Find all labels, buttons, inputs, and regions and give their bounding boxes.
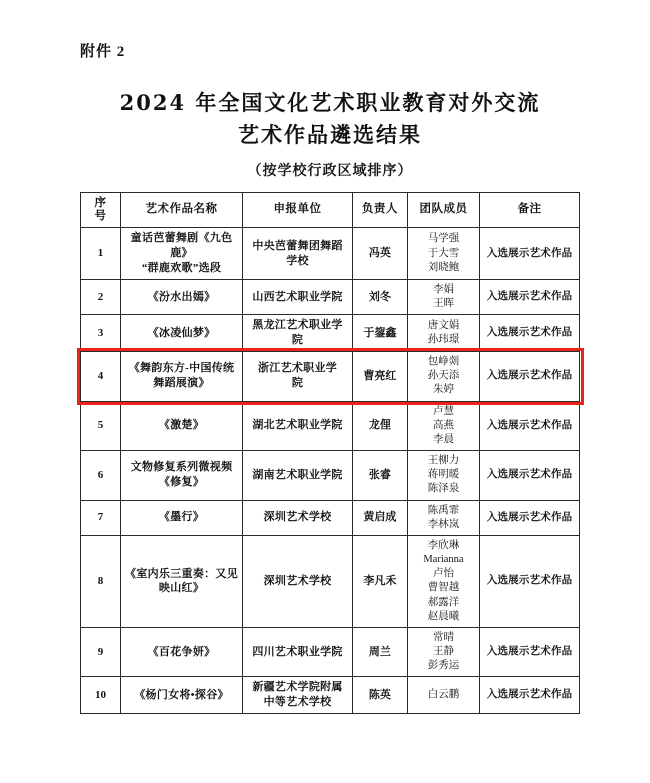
table-body [81, 228, 580, 714]
team-leader: 张睿 [352, 451, 407, 501]
artwork-name-line: 《室内乐三重奏：又见 [125, 567, 239, 580]
remark: 入选展示艺术作品 [480, 535, 580, 627]
applicant-unit [243, 279, 353, 314]
applicant-unit-line: 四川艺术职业学院 [252, 645, 343, 658]
column-header-no-line2: 号 [94, 210, 107, 223]
team-member-name: 赵晨曦 [427, 610, 460, 622]
artwork-name-line: 映山红》 [158, 582, 205, 595]
page-subtitle: （按学校行政区域排序） [247, 164, 413, 179]
table-row [81, 401, 580, 451]
team-member-name: 高燕 [432, 419, 454, 431]
applicant-unit [243, 401, 353, 451]
row-number: 7 [81, 500, 121, 535]
table-row [81, 228, 580, 280]
remark: 入选展示艺术作品 [480, 451, 580, 501]
artwork-name-line: “群鹿欢歌”选段 [141, 262, 222, 275]
applicant-unit-line: 浙江艺术职业学 [257, 362, 338, 375]
applicant-unit-line: 湖北艺术职业学院 [252, 419, 343, 432]
table-row [81, 315, 580, 352]
team-member-name: 唐文娟 [427, 319, 460, 331]
team-member-name: 曹智越 [427, 582, 460, 594]
team-member-name: 孙玮璟 [427, 334, 460, 346]
artwork-name-line: 文物修复系列微视频 [130, 461, 233, 474]
team-member-name: 李娟 [432, 283, 454, 295]
remark: 入选展示艺术作品 [480, 401, 580, 451]
team-member-name: 李欣琳 [427, 539, 460, 551]
row-number: 8 [81, 535, 121, 627]
page-title [80, 87, 580, 150]
team-member-name: 蒋明暖 [427, 469, 460, 481]
applicant-unit [243, 352, 353, 402]
team-member-name: 卢怡 [432, 568, 454, 580]
team-member-name: Marianna [423, 554, 464, 566]
applicant-unit [243, 451, 353, 501]
artwork-name [120, 315, 242, 352]
title-line-1: 2024 年全国文化艺术职业教育对外交流 [119, 90, 541, 115]
team-member-name: 孙天添 [427, 370, 460, 382]
column-header-members: 团队成员 [407, 193, 479, 228]
applicant-unit-line: 黑龙江艺术职业学 [252, 319, 343, 332]
team-member-name: 李林岚 [427, 518, 460, 530]
applicant-unit-line: 院 [291, 377, 304, 390]
attachment-label: 附件 2 [80, 44, 126, 60]
table-row [81, 535, 580, 627]
team-leader: 陈英 [352, 677, 407, 714]
column-header-name: 艺术作品名称 [120, 193, 242, 228]
applicant-unit-line: 院 [291, 334, 304, 347]
artwork-name-line: 童话芭蕾舞剧《九色鹿》 [130, 232, 233, 260]
remark: 入选展示艺术作品 [480, 315, 580, 352]
artwork-name [120, 401, 242, 451]
applicant-unit-line: 中央芭蕾舞团舞蹈 [252, 239, 343, 252]
results-table [80, 192, 580, 714]
artwork-name-line: 舞蹈展演》 [153, 377, 210, 390]
row-number: 9 [81, 627, 121, 677]
team-member-name: 马学强 [427, 233, 460, 245]
remark: 入选展示艺术作品 [480, 500, 580, 535]
applicant-unit [243, 228, 353, 280]
team-member-name: 包峥剡 [427, 356, 460, 367]
team-leader: 周兰 [352, 627, 407, 677]
applicant-unit [243, 535, 353, 627]
applicant-unit [243, 315, 353, 352]
table-header [81, 193, 580, 228]
table-row [81, 500, 580, 535]
artwork-name-line: 《舞韵东方-中国传统 [128, 362, 235, 375]
team-members [407, 401, 479, 451]
row-number: 5 [81, 401, 121, 451]
column-header-unit: 申报单位 [243, 193, 353, 228]
team-member-name: 卢慧 [432, 405, 454, 417]
table-header-row [81, 193, 580, 228]
team-leader: 冯英 [352, 228, 407, 280]
team-member-name: 白云鹏 [427, 689, 460, 701]
row-number: 1 [81, 228, 121, 280]
team-members [407, 535, 479, 627]
applicant-unit-line: 学校 [286, 254, 309, 267]
team-members [407, 352, 479, 402]
team-members [407, 627, 479, 677]
artwork-name [120, 500, 242, 535]
artwork-name-line: 《修复》 [158, 476, 205, 489]
row-number: 10 [81, 677, 121, 714]
team-members [407, 315, 479, 352]
team-member-name: 李晨 [432, 433, 454, 445]
team-members [407, 279, 479, 314]
team-leader: 李凡禾 [352, 535, 407, 627]
artwork-name [120, 677, 242, 714]
artwork-name [120, 535, 242, 627]
applicant-unit-line: 深圳艺术学校 [263, 574, 332, 587]
team-members [407, 500, 479, 535]
applicant-unit [243, 677, 353, 714]
applicant-unit [243, 500, 353, 535]
team-member-name: 王柳力 [427, 455, 460, 467]
column-header-remark: 备注 [480, 193, 580, 228]
remark: 入选展示艺术作品 [480, 352, 580, 402]
artwork-name [120, 279, 242, 314]
team-member-name: 常晴 [432, 631, 454, 643]
team-leader: 于鋆鑫 [352, 315, 407, 352]
artwork-name-line: 《汾水出嫣》 [147, 290, 216, 303]
team-member-name: 陈泽泉 [427, 483, 460, 495]
row-number: 2 [81, 279, 121, 314]
artwork-name-line: 《墨行》 [158, 511, 205, 524]
column-header-no-line1: 序 [94, 197, 107, 209]
team-member-name: 朱婷 [432, 384, 454, 396]
team-members [407, 677, 479, 714]
artwork-name [120, 627, 242, 677]
team-member-name: 陈禹霏 [427, 504, 460, 516]
remark: 入选展示艺术作品 [480, 677, 580, 714]
row-number: 6 [81, 451, 121, 501]
artwork-name-line: 《冰凌仙梦》 [147, 326, 216, 339]
team-leader: 刘冬 [352, 279, 407, 314]
artwork-name [120, 451, 242, 501]
team-members [407, 228, 479, 280]
applicant-unit-line: 新疆艺术学院附属 [252, 681, 343, 694]
table-row [81, 352, 580, 402]
team-member-name: 彭秀运 [427, 660, 460, 672]
remark: 入选展示艺术作品 [480, 228, 580, 280]
team-member-name: 于大雪 [427, 247, 460, 259]
team-leader: 黄启成 [352, 500, 407, 535]
table-row [81, 451, 580, 501]
applicant-unit [243, 627, 353, 677]
team-member-name: 郝露洋 [427, 596, 460, 608]
artwork-name-line: 《杨门女将•探谷》 [134, 688, 229, 701]
artwork-name-line: 《百花争妍》 [147, 645, 216, 658]
artwork-name-line: 《激楚》 [158, 419, 205, 432]
team-member-name: 王静 [432, 646, 454, 658]
table-row [81, 677, 580, 714]
column-header-leader: 负责人 [352, 193, 407, 228]
applicant-unit-line: 中等艺术学校 [263, 696, 332, 709]
team-leader: 龙俚 [352, 401, 407, 451]
applicant-unit-line: 深圳艺术学校 [263, 511, 332, 524]
remark: 入选展示艺术作品 [480, 279, 580, 314]
row-number: 3 [81, 315, 121, 352]
team-members [407, 451, 479, 501]
artwork-name [120, 228, 242, 280]
team-member-name: 刘晓鲍 [427, 261, 460, 273]
team-leader: 曹亮红 [352, 352, 407, 402]
remark: 入选展示艺术作品 [480, 627, 580, 677]
title-line-2: 艺术作品遴选结果 [238, 121, 422, 147]
row-number: 4 [81, 352, 121, 402]
table-row [81, 627, 580, 677]
column-header-no [81, 193, 121, 228]
applicant-unit-line: 山西艺术职业学院 [252, 290, 343, 303]
artwork-name [120, 352, 242, 402]
team-member-name: 王晖 [432, 298, 454, 310]
table-row [81, 279, 580, 314]
applicant-unit-line: 湖南艺术职业学院 [252, 468, 343, 481]
